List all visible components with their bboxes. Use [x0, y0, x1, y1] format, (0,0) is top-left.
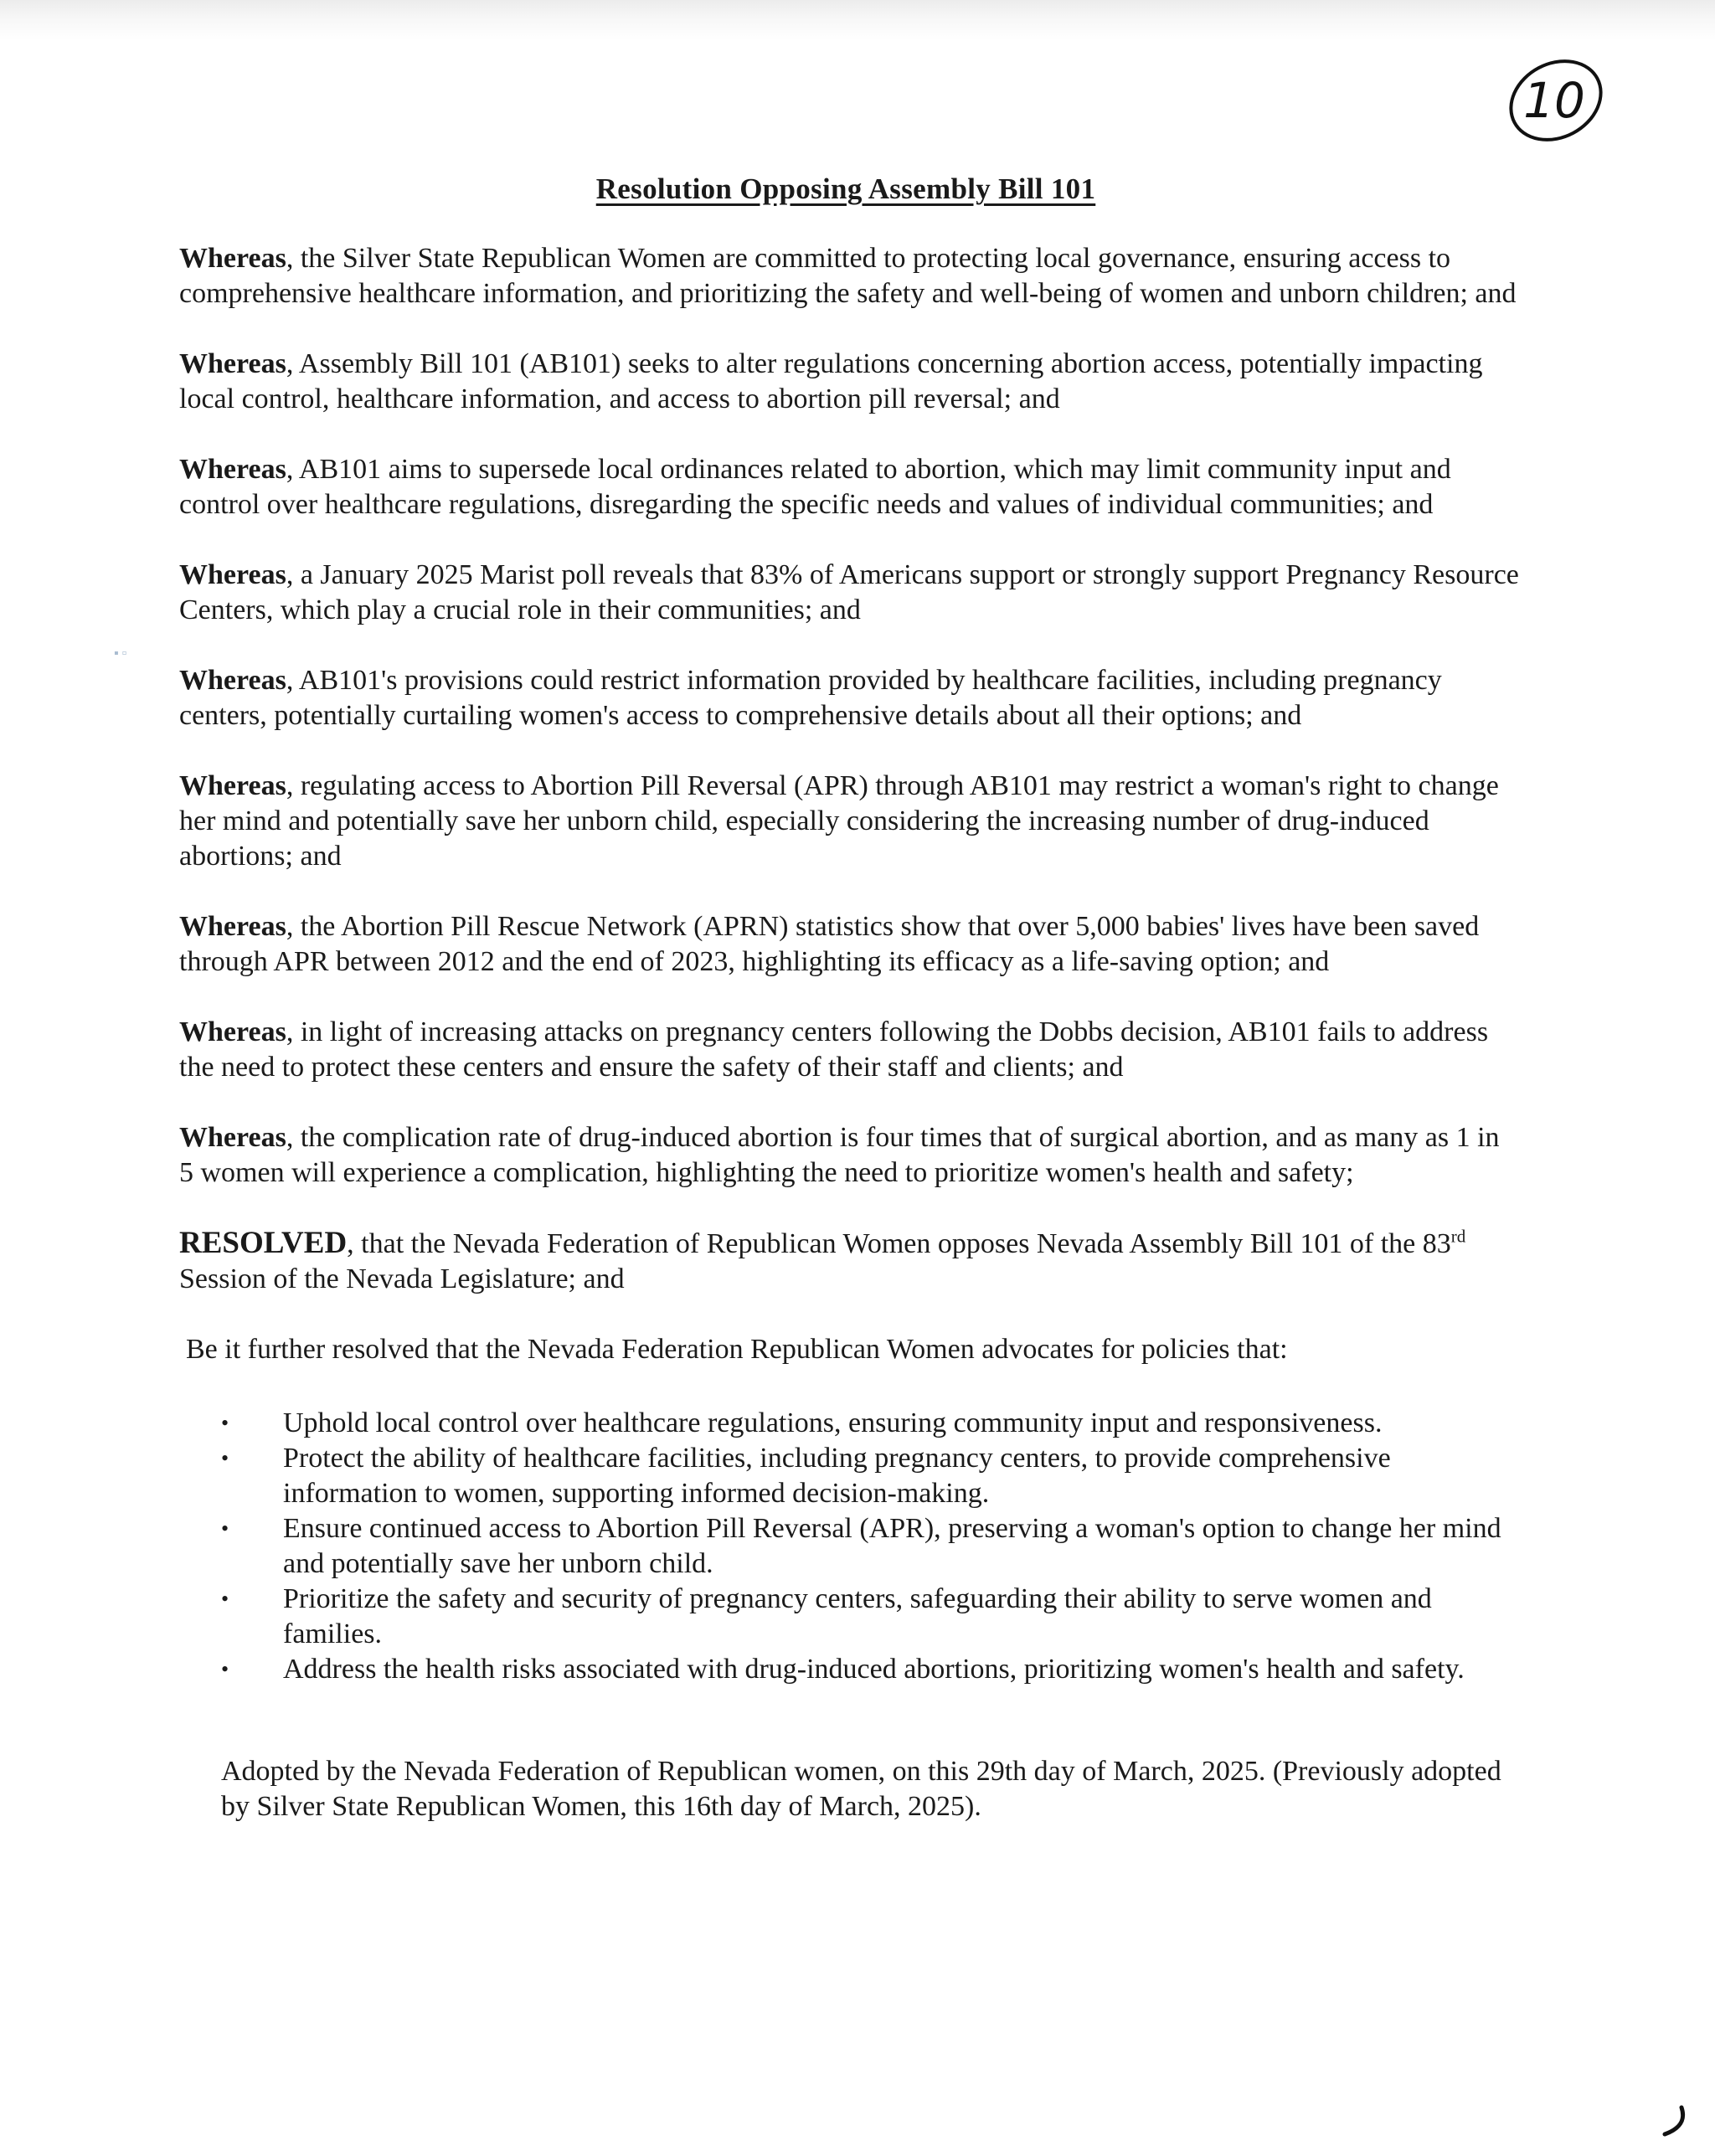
policy-item	[179, 1441, 1519, 1511]
policy-item	[179, 1652, 1519, 1687]
whereas-lead: Whereas	[179, 348, 286, 379]
whereas-lead: Whereas	[179, 770, 286, 801]
whereas-text: , Assembly Bill 101 (AB101) seeks to alter regulations concerning abortion access, potentially impacting local control, healthcare information, and access to abortion pill reversal; and	[179, 348, 1483, 414]
whereas-clause	[179, 347, 1519, 417]
scan-speck: ▪ ▫	[114, 646, 127, 661]
whereas-lead: Whereas	[179, 1122, 286, 1153]
whereas-text: , regulating access to Abortion Pill Reversal (APR) through AB101 may restrict a woman's right to change her mind and potentially save her unborn child, especially considering the increasing number of drug-induced abortions; and	[179, 770, 1499, 872]
whereas-text: , AB101 aims to supersede local ordinances related to abortion, which may limit community input and control over healthcare regulations, disregarding the specific needs and values of individual communities; and	[179, 454, 1451, 520]
bullet-icon: •	[221, 1411, 229, 1435]
policy-text: Uphold local control over healthcare regulations, ensuring community input and responsiveness.	[283, 1407, 1383, 1438]
resolution-body	[179, 241, 1519, 1824]
whereas-lead: Whereas	[179, 454, 286, 485]
page-number-text: 10	[1523, 72, 1585, 129]
whereas-text: , the Abortion Pill Rescue Network (APRN) statistics show that over 5,000 babies' lives have been saved through APR between 2012 and the end of 2023, highlighting its efficacy as a life-saving option; and	[179, 911, 1480, 977]
handwritten-page-number	[1491, 40, 1616, 166]
whereas-text: , a January 2025 Marist poll reveals that 83% of Americans support or strongly support Pregnancy Resource Centers, which play a crucial role in their communities; and	[179, 559, 1519, 625]
whereas-text: , in light of increasing attacks on pregnancy centers following the Dobbs decision, AB101 fails to address the need to protect these centers and ensure the safety of their staff and clients; and	[179, 1016, 1489, 1083]
whereas-lead: Whereas	[179, 1016, 286, 1047]
whereas-lead: Whereas	[179, 559, 286, 590]
page-number-circle-icon	[1491, 40, 1616, 166]
whereas-text: , the complication rate of drug-induced abortion is four times that of surgical abortion, and as many as 1 in 5 women will experience a complication, highlighting the need to prioritize women's health and safety;	[179, 1122, 1500, 1188]
corner-mark-icon	[1658, 2102, 1692, 2139]
policy-text: Address the health risks associated with drug-induced abortions, prioritizing women's health and safety.	[283, 1654, 1465, 1685]
whereas-clause	[179, 769, 1519, 874]
ordinal-suffix: rd	[1450, 1226, 1466, 1247]
policy-text: Protect the ability of healthcare facilities, including pregnancy centers, to provide comprehensive information to women, supporting informed decision-making.	[283, 1443, 1391, 1509]
whereas-clause	[179, 452, 1519, 522]
bullet-icon: •	[221, 1657, 229, 1681]
whereas-lead: Whereas	[179, 911, 286, 942]
resolved-text: , that the Nevada Federation of Republican Women opposes Nevada Assembly Bill 101 of the 83	[347, 1228, 1451, 1259]
bullet-icon: •	[221, 1587, 229, 1611]
whereas-clause	[179, 1120, 1519, 1191]
policy-item	[179, 1511, 1519, 1582]
whereas-lead: Whereas	[179, 243, 286, 274]
whereas-lead: Whereas	[179, 665, 286, 696]
policy-item	[179, 1582, 1519, 1652]
resolved-lead: RESOLVED	[179, 1226, 348, 1260]
whereas-text: , the Silver State Republican Women are committed to protecting local governance, ensuring access to comprehensive healthcare information, and prioritizing the safety and well-being of women and unborn children; and	[179, 243, 1517, 309]
policy-text: Ensure continued access to Abortion Pill Reversal (APR), preserving a woman's option to change her mind and potentially save her unborn child.	[283, 1513, 1501, 1579]
policy-list	[179, 1406, 1519, 1687]
bullet-icon: •	[221, 1446, 229, 1470]
whereas-text: , AB101's provisions could restrict information provided by healthcare facilities, including pregnancy centers, potentially curtailing women's access to comprehensive details about all their options; and	[179, 665, 1442, 731]
further-resolved: Be it further resolved that the Nevada Federation Republican Women advocates for policies that:	[186, 1334, 1288, 1365]
document-title: Resolution Opposing Assembly Bill 101	[595, 172, 1096, 205]
whereas-clause	[179, 241, 1519, 311]
whereas-clause	[179, 1015, 1519, 1085]
resolved-clause	[179, 1226, 1519, 1297]
resolved-text-end: Session of the Nevada Legislature; and	[179, 1263, 625, 1294]
bullet-icon: •	[221, 1516, 229, 1541]
whereas-clause	[179, 909, 1519, 980]
whereas-clause	[179, 558, 1519, 628]
policy-item	[179, 1406, 1519, 1441]
adoption-statement: Adopted by the Nevada Federation of Republican women, on this 29th day of March, 2025. (Previously adopted by Silver State Republican Women, this 16th day of March, 2025).	[221, 1756, 1501, 1822]
whereas-clause	[179, 663, 1519, 733]
policy-text: Prioritize the safety and security of pregnancy centers, safeguarding their ability to serve women and families.	[283, 1583, 1432, 1649]
